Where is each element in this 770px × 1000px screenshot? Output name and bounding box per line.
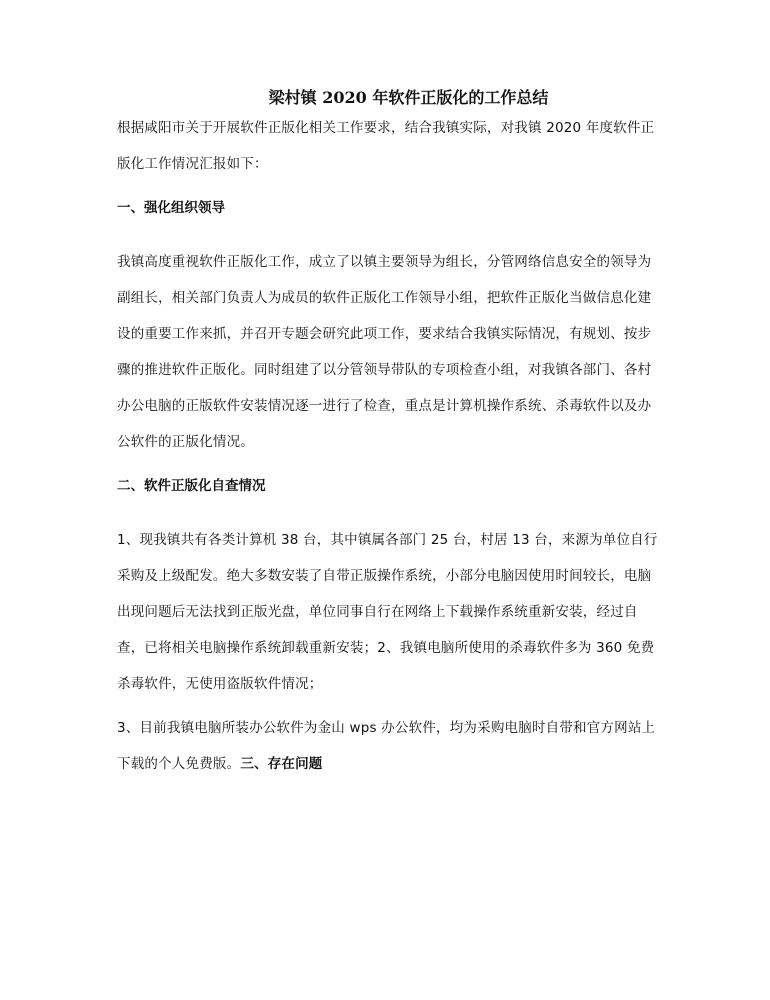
section-2-item-1: 1、现我镇共有各类计算机 38 台，其中镇属各部门 25 台，村居 13 台，来源为单位自行采购及上级配发。绝大多数安装了自带正版操作系统，小部分电脑因使用时间较长，电脑出现问题后无法找到正版光盘，单位同事自行在网络上下载操作系统重新安装，经过自查，已将相关电脑操作系统卸载重新安装；2、我镇电脑所使用的杀毒软件多为 360 免费杀毒软件，无使用盗版软件情况； — [117, 532, 658, 692]
section-1-body: 我镇高度重视软件正版化工作，成立了以镇主要领导为组长，分管网络信息安全的领导为副组长，相关部门负责人为成员的软件正版化工作领导小组，把软件正版化当做信息化建设的重要工作来抓，并召开专题会研究此项工作，要求结合我镇实际情况，有规划、按步骤的推进软件正版化。同时组建了以分管领导带队的专项检查小组，对我镇各部门、各村办公电脑的正版软件安装情况逐一进行了检查，重点是计算机操作系统、杀毒软件以及办公软件的正版化情况。 — [117, 254, 652, 450]
section-3-heading: 三、存在问题 — [240, 756, 323, 772]
section-2-heading: 二、软件正版化自查情况 — [117, 478, 266, 494]
section-1-heading: 一、强化组织领导 — [117, 200, 225, 216]
section-2-item-3-text: 3、目前我镇电脑所装办公软件为金山 wps 办公软件，均为采购电脑时自带和官方网站上下载的个人免费版。 — [117, 720, 656, 772]
intro-paragraph: 根据咸阳市关于开展软件正版化相关工作要求，结合我镇实际，对我镇 2020 年度软件正版化工作情况汇报如下： — [117, 120, 655, 172]
section-2-item-3 — [117, 710, 660, 782]
document-title: 梁村镇 2020 年软件正版化的工作总结 — [268, 88, 549, 107]
